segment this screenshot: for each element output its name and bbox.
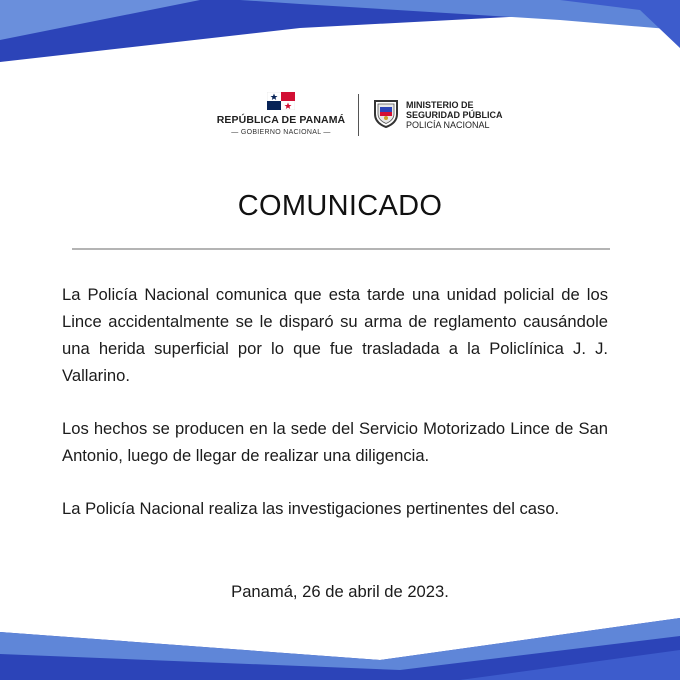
page-title: COMUNICADO xyxy=(237,190,443,222)
paragraph-1: La Policía Nacional comunica que esta tarde una unidad policial de los Lince accidentalmente se le disparó su arma de reglamento causándole una herida superficial por lo que fue trasladada a la Policlínica J. J. Vallarino. xyxy=(62,285,608,385)
panama-flag-icon xyxy=(267,92,295,110)
government-subtitle: — GOBIERNO NACIONAL — xyxy=(231,129,331,136)
police-shield-icon xyxy=(372,98,400,128)
ministry-line-1: MINISTERIO DE xyxy=(406,100,474,110)
top-wave-band xyxy=(0,0,680,70)
republic-title: REPÚBLICA DE PANAMÁ xyxy=(216,114,346,126)
logo-divider xyxy=(358,94,359,136)
ministry-logo-block xyxy=(372,98,522,134)
ministry-line-2: SEGURIDAD PÚBLICA xyxy=(406,110,503,120)
bottom-wave-band xyxy=(0,610,680,680)
ministry-line-3: POLICÍA NACIONAL xyxy=(406,120,490,130)
title-divider xyxy=(72,248,610,250)
republic-logo-block xyxy=(212,92,350,136)
paragraph-2: Los hechos se producen en la sede del Servicio Motorizado Lince de San Antonio, luego de llegar de realizar una diligencia. xyxy=(62,419,608,465)
header-logos xyxy=(0,92,680,136)
paragraph-3: La Policía Nacional realiza las investigaciones pertinentes del caso. xyxy=(62,499,560,518)
date-line: Panamá, 26 de abril de 2023. xyxy=(231,582,449,601)
communique-body xyxy=(62,281,608,548)
